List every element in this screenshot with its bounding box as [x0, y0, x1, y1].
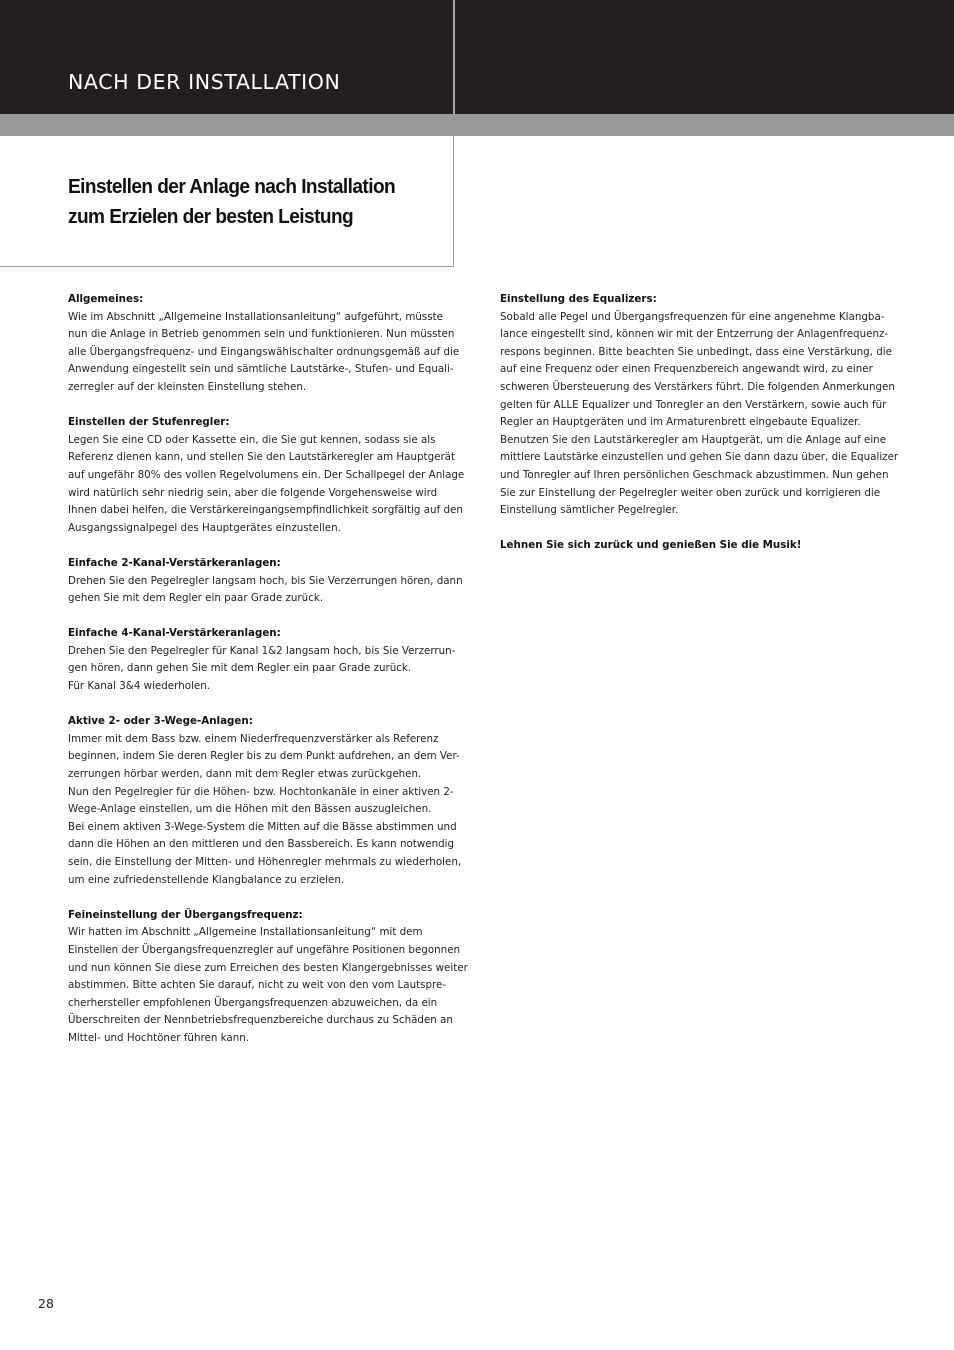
- body-text-line: Einstellung sämtlicher Pegelregler.: [500, 504, 679, 517]
- body-text-line: Für Kanal 3&4 wiederholen.: [68, 680, 211, 693]
- body-text-line: Immer mit dem Bass bzw. einem Niederfrequenzverstärker als Referenz: [68, 732, 439, 745]
- body-text-line: sein, die Einstellung der Mitten- und Höhenregler mehrmals zu wiederholen,: [68, 856, 462, 868]
- body-text-line: Wir hatten im Abschnitt „Allgemeine Installationsanleitung“ mit dem: [68, 926, 423, 939]
- page-number: 28: [38, 1296, 54, 1311]
- body-text-line: Mittel- und Hochtöner führen kann.: [68, 1031, 250, 1044]
- body-text-line: mittlere Lautstärke einzustellen und gehen Sie dann dazu über, die Equalizer: [500, 451, 899, 464]
- body-text-line: Ihnen dabei helfen, die Verstärkereingangsempfindlichkeit sorgfältig auf den: [68, 504, 463, 517]
- header-bar: [0, 0, 954, 114]
- right-column: [500, 291, 899, 555]
- section-heading: Einfache 4-Kanal-Verstärkeranlagen:: [68, 627, 281, 640]
- body-text-line: und Tonregler auf Ihren persönlichen Geschmack abzustimmen. Nun gehen: [500, 468, 889, 481]
- text-section: [68, 625, 458, 695]
- body-text-line: respons beginnen. Bitte beachten Sie unbedingt, dass eine Verstärkung, die: [500, 345, 893, 358]
- body-text-line: beginnen, indem Sie deren Regler bis zu dem Punkt aufdrehen, an dem Ver-: [68, 750, 460, 763]
- section-heading: Feineinstellung der Übergangsfrequenz:: [68, 908, 303, 921]
- body-text-line: auf eine Frequenz oder einen Frequenzbereich angewandt wird, zu einer: [500, 363, 873, 376]
- body-text-line: wird natürlich sehr niedrig sein, aber die folgende Vorgehensweise wird: [68, 486, 438, 499]
- closing-line: Lehnen Sie sich zurück und genießen Sie die Musik!: [500, 539, 802, 552]
- body-text-line: Referenz dienen kann, und stellen Sie den Lautstärkeregler am Hauptgerät: [68, 451, 456, 464]
- text-section: [68, 713, 462, 889]
- body-text-line: Bei einem aktiven 3-Wege-System die Mitten auf die Bässe abstimmen und: [68, 820, 457, 833]
- page-heading-line: zum Erzielen der besten Leistung: [68, 205, 354, 228]
- body-text-line: auf ungefähr 80% des vollen Regelvolumens ein. Der Schallpegel der Anlage: [68, 468, 465, 481]
- body-text-line: Drehen Sie den Pegelregler langsam hoch, bis Sie Verzerrungen hören, dann: [68, 574, 463, 587]
- section-heading: Aktive 2- oder 3-Wege-Anlagen:: [68, 715, 253, 728]
- body-text-line: dann die Höhen an den mittleren und den Bassbereich. Es kann notwendig: [68, 838, 455, 851]
- header-divider: [453, 0, 455, 114]
- body-text-line: nun die Anlage in Betrieb genommen sein und funktionieren. Nun müssten: [68, 328, 455, 341]
- section-heading: Einstellung des Equalizers:: [500, 293, 657, 305]
- body-text-line: gehen Sie mit dem Regler ein paar Grade zurück.: [68, 592, 324, 605]
- body-text-line: abstimmen. Bitte achten Sie darauf, nicht zu weit von den vom Lautspre-: [68, 979, 447, 992]
- body-text-line: Sie zur Einstellung der Pegelregler weiter oben zurück und korrigieren die: [500, 486, 881, 499]
- body-text-line: zerregler auf der kleinsten Einstellung stehen.: [68, 380, 307, 393]
- section-heading: Einstellen der Stufenregler:: [68, 416, 230, 429]
- body-text-line: Einstellen der Übergangsfrequenzregler auf ungefähre Positionen begonnen: [68, 943, 461, 956]
- body-text-line: Sobald alle Pegel und Übergangsfrequenzen für eine angenehme Klangba-: [500, 310, 885, 323]
- header-accent-bar: [0, 114, 954, 136]
- page-heading-line: Einstellen der Anlage nach Installation: [68, 175, 396, 198]
- body-text-line: Anwendung eingestellt sein und sämtliche Lautstärke-, Stufen- und Equali-: [68, 363, 454, 376]
- body-text-line: zerrungen hörbar werden, dann mit dem Regler etwas zurückgehen.: [68, 768, 422, 781]
- text-section: [68, 907, 468, 1048]
- body-text-line: Nun den Pegelregler für die Höhen- bzw. Hochtonkanäle in einer aktiven 2-: [68, 785, 454, 798]
- left-column: [68, 291, 468, 1065]
- body-text-line: gen hören, dann gehen Sie mit dem Regler ein paar Grade zurück.: [68, 662, 412, 675]
- body-text-line: alle Übergangsfrequenz- und Eingangswählschalter ordnungsgemäß auf die: [68, 345, 460, 358]
- body-text-line: Wege-Anlage einstellen, um die Höhen mit den Bässen auszugleichen.: [68, 803, 432, 816]
- body-text-line: um eine zufriedenstellende Klangbalance zu erzielen.: [68, 873, 345, 886]
- page-heading: [68, 172, 395, 232]
- body-text-line: und nun können Sie diese zum Erreichen des besten Klangergebnisses weiter: [68, 961, 468, 974]
- text-section: [68, 291, 458, 397]
- section-title: NACH DER INSTALLATION: [68, 70, 341, 94]
- body-text-line: lance eingestellt sind, können wir mit der Entzerrung der Anlagenfrequenz-: [500, 328, 889, 341]
- body-text-line: schweren Übersteuerung des Verstärkers führt. Die folgenden Anmerkungen: [500, 380, 895, 393]
- body-text-line: Regler an Hauptgeräten und im Armaturenbrett eingebaute Equalizer.: [500, 416, 861, 429]
- equalizer-section: [500, 291, 899, 520]
- body-text-line: Benutzen Sie den Lautstärkeregler am Hauptgerät, um die Anlage auf eine: [500, 433, 887, 446]
- body-text-line: cherhersteller empfohlenen Übergangsfrequenzen abzuweichen, da ein: [68, 996, 438, 1009]
- body-text-line: Wie im Abschnitt „Allgemeine Installationsanleitung“ aufgeführt, müsste: [68, 310, 443, 323]
- body-text-line: Überschreiten der Nennbetriebsfrequenzbereiche durchaus zu Schäden an: [68, 1014, 453, 1027]
- section-heading: Allgemeines:: [68, 293, 144, 305]
- text-section: [68, 414, 465, 537]
- body-text-line: Legen Sie eine CD oder Kassette ein, die Sie gut kennen, sodass sie als: [68, 433, 436, 446]
- body-text-line: gelten für ALLE Equalizer und Tonregler an den Verstärkern, sowie auch für: [500, 398, 887, 411]
- body-text-line: Drehen Sie den Pegelregler für Kanal 1&2 langsam hoch, bis Sie Verzerrun-: [68, 644, 456, 657]
- body-text-line: Ausgangssignalpegel des Hauptgerätes einzustellen.: [68, 521, 341, 534]
- section-heading: Einfache 2-Kanal-Verstärkeranlagen:: [68, 556, 281, 569]
- text-section: [68, 555, 463, 608]
